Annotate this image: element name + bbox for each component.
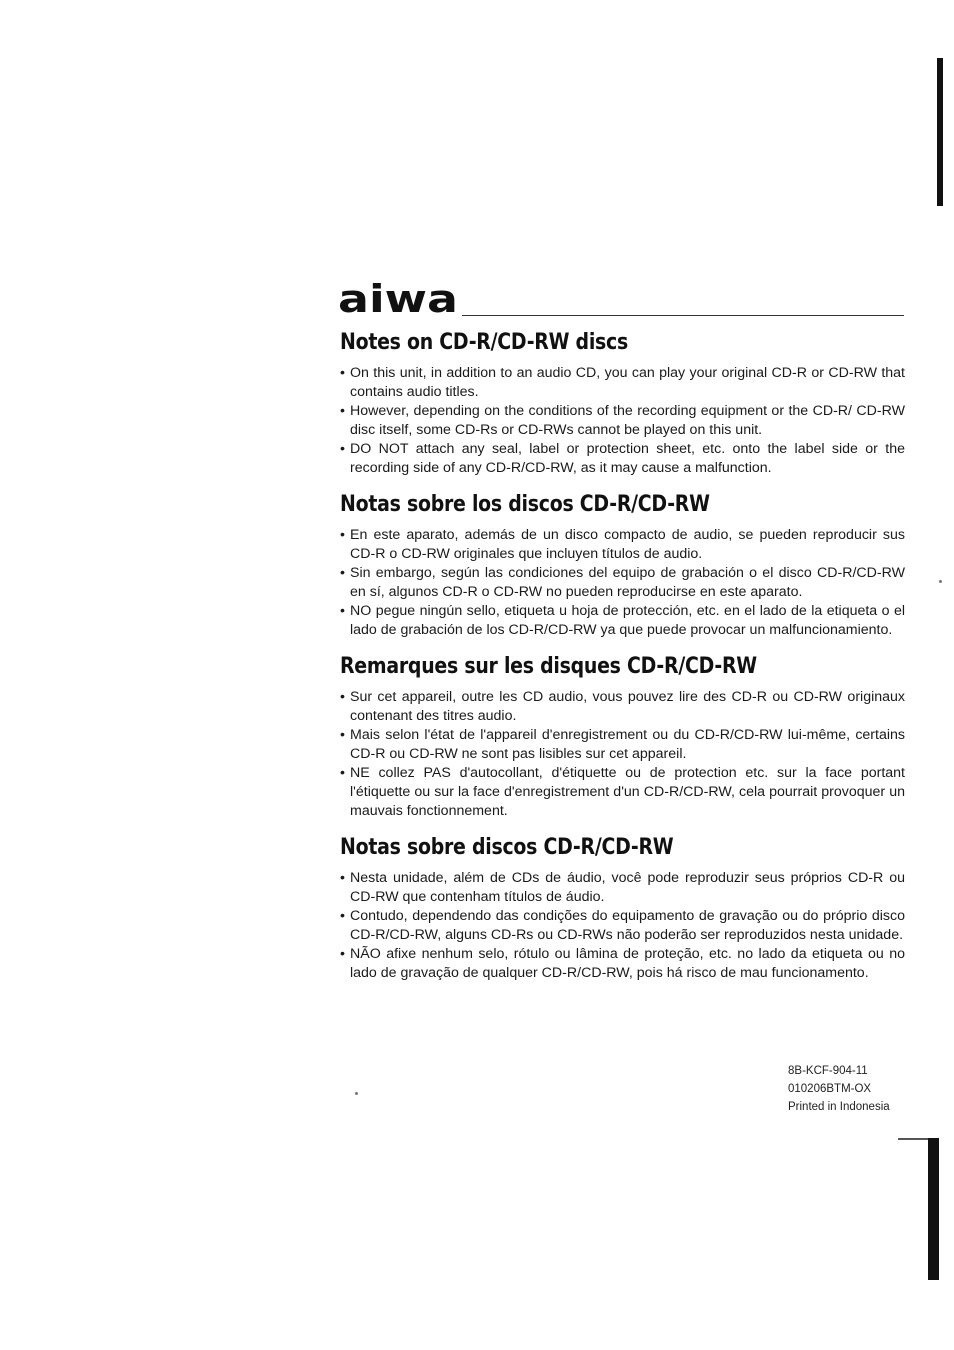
list-item	[340, 726, 905, 764]
list-item-text: Contudo, dependendo das condições do equipamento de gravação ou do próprio disco CD-R/CD-RW, alguns CD-Rs ou CD-RWs não poderão ser reproduzidos nesta unidade.	[350, 908, 905, 943]
list-item-text: Nesta unidade, além de CDs de áudio, você pode reproduzir seus próprios CD-R ou CD-RW que contenham títulos de áudio.	[350, 870, 905, 905]
list-item-text: Mais selon l'état de l'appareil d'enregistrement ou du CD-R/CD-RW lui-même, certains CD-R ou CD-RW ne sont pas lisibles sur cet appareil.	[350, 727, 905, 762]
section-heading: Notas sobre los discos CD-R/CD-RW	[340, 492, 710, 517]
scan-speck	[355, 1092, 358, 1095]
bullet-icon: •	[340, 403, 345, 419]
list-item-text: En este aparato, además de un disco compacto de audio, se pueden reproducir sus CD-R o CD-RW originales que incluyen títulos de audio.	[350, 527, 905, 562]
crop-mark-bottom	[928, 1138, 939, 1280]
bullet-icon: •	[340, 565, 345, 581]
bullet-icon: •	[340, 908, 345, 924]
scan-speck	[939, 580, 942, 583]
brand-header	[338, 280, 904, 320]
bullet-icon: •	[340, 946, 345, 962]
list-item-text: On this unit, in addition to an audio CD, you can play your original CD-R or CD-RW that contains audio titles.	[350, 365, 905, 400]
printed-in-text: Printed in Indonesia	[788, 1101, 890, 1113]
svg-text:aiwa: aiwa	[338, 280, 458, 320]
bullet-icon: •	[340, 603, 345, 619]
header-rule	[462, 315, 904, 316]
list-item	[340, 440, 905, 478]
list-item	[340, 907, 905, 945]
list-item	[340, 602, 905, 640]
list-item	[340, 564, 905, 602]
list-item	[340, 364, 905, 402]
bullet-list	[340, 364, 905, 478]
section-spanish	[340, 488, 905, 640]
section-french	[340, 650, 905, 821]
bullet-icon: •	[340, 527, 345, 543]
batch-code: 010206BTM-OX	[788, 1083, 872, 1095]
list-item	[340, 688, 905, 726]
bullet-icon: •	[340, 365, 345, 381]
aiwa-logo	[338, 280, 460, 320]
bullet-icon: •	[340, 689, 345, 705]
list-item-text: NO pegue ningún sello, etiqueta u hoja de protección, etc. en el lado de la etiqueta o el lado de grabación de los CD-R/CD-RW ya que puede provocar un malfuncionamiento.	[350, 603, 905, 638]
list-item-text: NE collez PAS d'autocollant, d'étiquette ou de protection etc. sur la face portant l'étiquette ou sur la face d'enregistrement d'un CD-R/CD-RW, cela pourrait provoquer un mauvais fonctionnement.	[350, 765, 905, 819]
list-item	[340, 869, 905, 907]
bullet-list	[340, 688, 905, 821]
list-item-text: DO NOT attach any seal, label or protection sheet, etc. onto the label side or the recording side of any CD-R/CD-RW, as it may cause a malfunction.	[350, 441, 905, 476]
bullet-list	[340, 869, 905, 983]
bullet-icon: •	[340, 441, 345, 457]
list-item	[340, 945, 905, 983]
list-item	[340, 526, 905, 564]
section-portuguese	[340, 831, 905, 983]
bullet-list	[340, 526, 905, 640]
bullet-icon: •	[340, 870, 345, 886]
bullet-icon: •	[340, 727, 345, 743]
notes-content	[340, 326, 905, 993]
section-heading: Notes on CD-R/CD-RW discs	[340, 330, 629, 355]
section-heading: Notas sobre discos CD-R/CD-RW	[340, 835, 674, 860]
list-item	[340, 402, 905, 440]
model-code: 8B-KCF-904-11	[788, 1065, 868, 1077]
section-english	[340, 326, 905, 478]
list-item-text: However, depending on the conditions of the recording equipment or the CD-R/ CD-RW disc itself, some CD-Rs or CD-RWs cannot be played on this unit.	[350, 403, 905, 438]
bullet-icon: •	[340, 765, 345, 781]
list-item-text: Sur cet appareil, outre les CD audio, vous pouvez lire des CD-R ou CD-RW originaux contenant des titres audio.	[350, 689, 905, 724]
list-item-text: Sin embargo, según las condiciones del equipo de grabación o el disco CD-R/CD-RW en sí, algunos CD-R o CD-RW no pueden reproducirse en este aparato.	[350, 565, 905, 600]
list-item-text: NÃO afixe nenhum selo, rótulo ou lâmina de proteção, etc. no lado da etiqueta ou no lado de gravação de qualquer CD-R/CD-RW, pois há risco de mau funcionamento.	[350, 946, 905, 981]
section-heading: Remarques sur les disques CD-R/CD-RW	[340, 654, 757, 679]
crop-mark-top	[937, 58, 943, 206]
list-item	[340, 764, 905, 821]
print-codes	[788, 1062, 890, 1116]
